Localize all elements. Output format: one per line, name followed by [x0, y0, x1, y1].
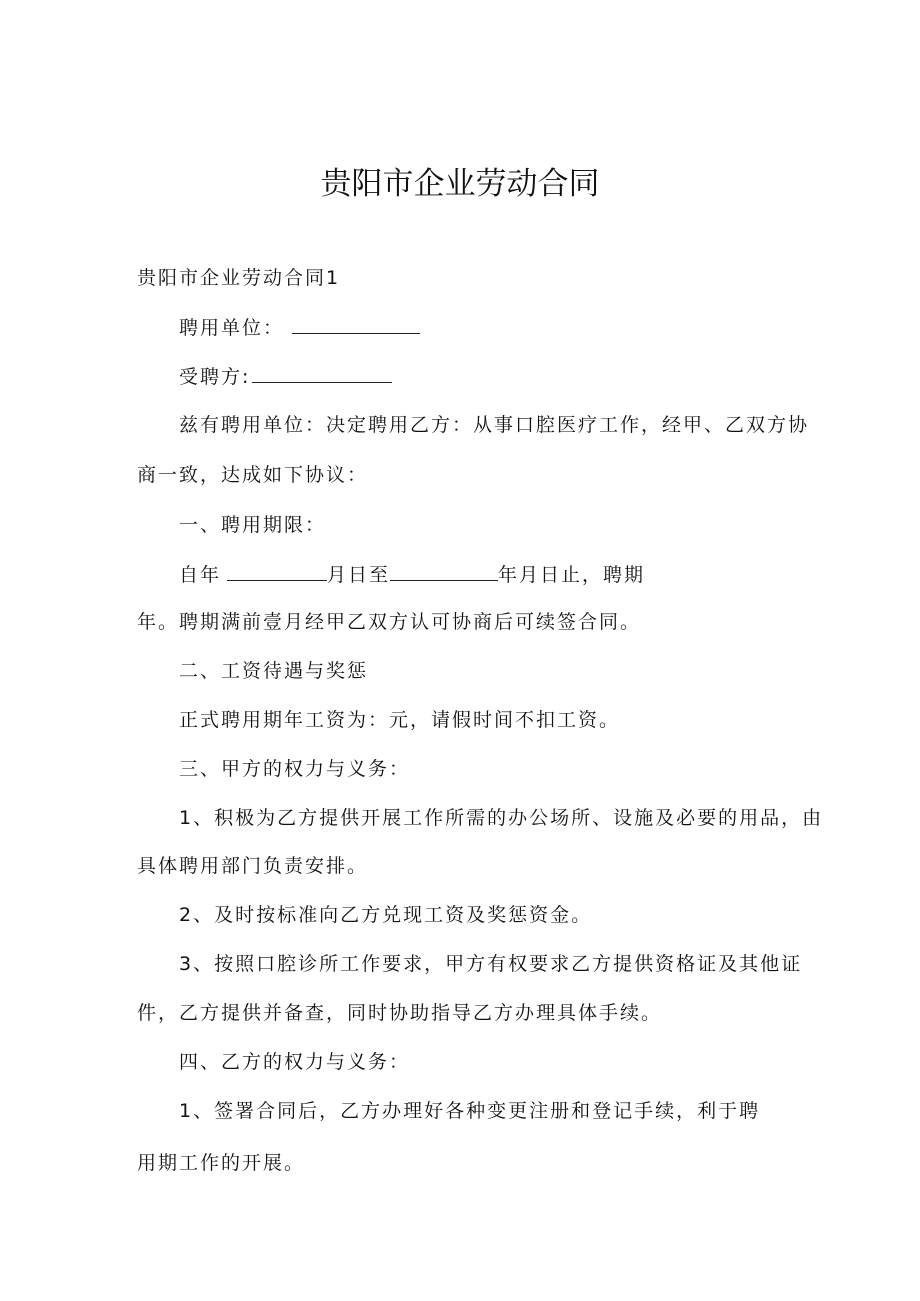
paragraph-line: 1、积极为乙方提供开展工作所需的办公场所、设施及必要的用品，由: [179, 807, 824, 829]
employer-label: 聘用单位：: [179, 317, 285, 339]
paragraph-line: 件，乙方提供并备查，同时协助指导乙方办理具体手续。: [137, 1002, 663, 1024]
term-text-c: 年月日止，聘期: [498, 564, 646, 586]
section-heading: 二、工资待遇与奖惩: [179, 660, 369, 682]
employee-blank: [252, 363, 392, 383]
employer-line: [179, 314, 420, 341]
paragraph-line: 兹有聘用单位：决定聘用乙方：从事口腔医疗工作，经甲、乙双方协: [179, 414, 810, 436]
paragraph-line: 正式聘用期年工资为：元，请假时间不扣工资。: [179, 709, 621, 731]
paragraph-line: 2、及时按标准向乙方兑现工资及奖惩资金。: [179, 904, 593, 926]
contract-subtitle: 贵阳市企业劳动合同1: [137, 267, 341, 289]
document-title: 贵阳市企业劳动合同: [320, 166, 600, 202]
paragraph-line: 年。聘期满前壹月经甲乙双方认可协商后可续签合同。: [137, 611, 642, 633]
employee-line: [179, 363, 392, 390]
paragraph-line: 用期工作的开展。: [137, 1152, 306, 1174]
term-line: [179, 561, 645, 588]
term-text-a: 自年: [179, 564, 222, 586]
start-date-blank: [227, 561, 327, 581]
section-heading: 三、甲方的权力与义务：: [179, 758, 411, 780]
section-heading: 一、聘用期限：: [179, 514, 327, 536]
paragraph-line: 1、签署合同后，乙方办理好各种变更注册和登记手续，利于聘: [179, 1100, 761, 1122]
employee-label: 受聘方:: [179, 366, 251, 388]
end-date-blank: [390, 561, 498, 581]
paragraph-line: 具体聘用部门负责安排。: [137, 855, 369, 877]
paragraph-line: 商一致，达成如下协议：: [137, 464, 369, 486]
paragraph-line: 3、按照口腔诊所工作要求，甲方有权要求乙方提供资格证及其他证: [179, 953, 803, 975]
term-text-b: 月日至: [327, 564, 391, 586]
section-heading: 四、乙方的权力与义务：: [179, 1051, 411, 1073]
employer-blank: [292, 314, 420, 334]
